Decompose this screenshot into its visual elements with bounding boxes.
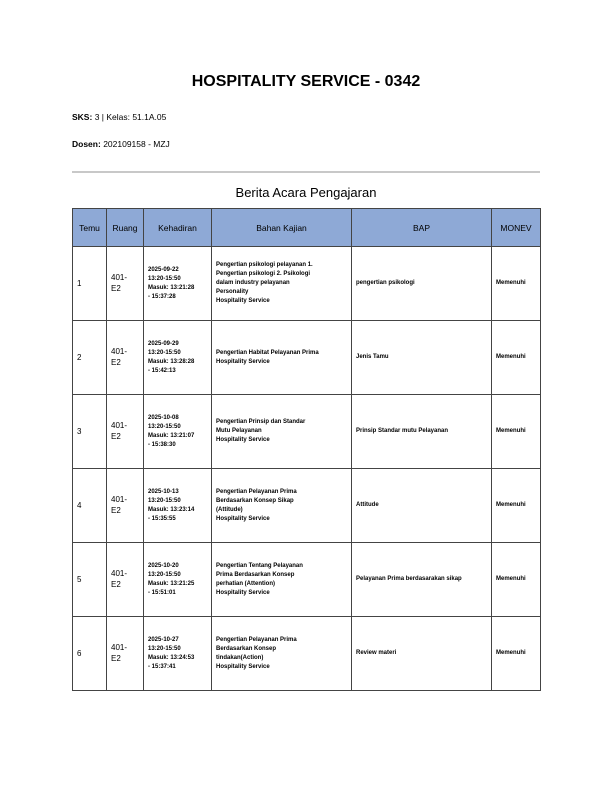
cell-bahan-kajian: Pengertian psikologi pelayanan 1. Pengertian psikologi 2. Psikologi dalam industry pelayanan Personality Hospitality Service — [212, 247, 352, 321]
cell-temu: 2 — [73, 321, 107, 395]
cell-ruang: 401- E2 — [107, 543, 144, 617]
divider — [72, 171, 540, 173]
cell-bahan-kajian: Pengertian Pelayanan Prima Berdasarkan Konsep tindakan(Action) Hospitality Service — [212, 617, 352, 691]
cell-monev: Memenuhi — [492, 321, 541, 395]
table-row — [73, 395, 541, 469]
cell-kehadiran: 2025-09-22 13:20-15:50 Masuk: 13:21:28 - 15:37:28 — [144, 247, 212, 321]
cell-bap: Pelayanan Prima berdasarakan sikap — [352, 543, 492, 617]
cell-kehadiran: 2025-10-08 13:20-15:50 Masuk: 13:21:07 - 15:38:30 — [144, 395, 212, 469]
cell-bahan-kajian: Pengertian Pelayanan Prima Berdasarkan Konsep Sikap (Attitude) Hospitality Service — [212, 469, 352, 543]
column-header-kehadiran: Kehadiran — [144, 209, 212, 247]
cell-ruang: 401- E2 — [107, 395, 144, 469]
cell-monev: Memenuhi — [492, 469, 541, 543]
table-header-row — [73, 209, 541, 247]
table-row — [73, 617, 541, 691]
cell-bahan-kajian: Pengertian Habitat Pelayanan Prima Hospitality Service — [212, 321, 352, 395]
cell-ruang: 401- E2 — [107, 321, 144, 395]
cell-monev: Memenuhi — [492, 247, 541, 321]
column-header-temu: Temu — [73, 209, 107, 247]
table-row — [73, 247, 541, 321]
cell-bap: Jenis Tamu — [352, 321, 492, 395]
cell-bap: Review materi — [352, 617, 492, 691]
section-title: Berita Acara Pengajaran — [235, 185, 377, 200]
bap-table — [72, 208, 541, 691]
cell-temu: 5 — [73, 543, 107, 617]
column-header-monev: MONEV — [492, 209, 541, 247]
column-header-bap: BAP — [352, 209, 492, 247]
cell-ruang: 401- E2 — [107, 469, 144, 543]
table-row — [73, 543, 541, 617]
cell-temu: 3 — [73, 395, 107, 469]
cell-bahan-kajian: Pengertian Tentang Pelayanan Prima Berdasarkan Konsep perhatian (Attention) Hospitality Service — [212, 543, 352, 617]
table-row — [73, 469, 541, 543]
page-title: HOSPITALITY SERVICE - 0342 — [191, 73, 421, 90]
cell-temu: 6 — [73, 617, 107, 691]
dosen-label: Dosen: — [72, 139, 101, 149]
cell-kehadiran: 2025-10-27 13:20-15:50 Masuk: 13:24:53 - 15:37:41 — [144, 617, 212, 691]
cell-kehadiran: 2025-09-29 13:20-15:50 Masuk: 13:28:28 - 15:42:13 — [144, 321, 212, 395]
sks-label: SKS: — [72, 112, 93, 122]
column-header-ruang: Ruang — [107, 209, 144, 247]
column-header-bahan-kajian: Bahan Kajian — [212, 209, 352, 247]
cell-ruang: 401- E2 — [107, 617, 144, 691]
cell-ruang: 401- E2 — [107, 247, 144, 321]
sks-value: 3 | Kelas: 51.1A.05 — [94, 112, 167, 122]
cell-temu: 4 — [73, 469, 107, 543]
cell-monev: Memenuhi — [492, 395, 541, 469]
cell-kehadiran: 2025-10-13 13:20-15:50 Masuk: 13:23:14 - 15:35:55 — [144, 469, 212, 543]
cell-bap: Prinsip Standar mutu Pelayanan — [352, 395, 492, 469]
cell-bahan-kajian: Pengertian Prinsip dan Standar Mutu Pelayanan Hospitality Service — [212, 395, 352, 469]
cell-temu: 1 — [73, 247, 107, 321]
dosen-value: 202109158 - MZJ — [103, 139, 170, 149]
cell-bap: pengertian psikologi — [352, 247, 492, 321]
cell-kehadiran: 2025-10-20 13:20-15:50 Masuk: 13:21:25 - 15:51:01 — [144, 543, 212, 617]
cell-monev: Memenuhi — [492, 543, 541, 617]
dosen-line — [72, 139, 170, 149]
cell-monev: Memenuhi — [492, 617, 541, 691]
cell-bap: Attitude — [352, 469, 492, 543]
sks-line — [72, 112, 166, 122]
table-row — [73, 321, 541, 395]
